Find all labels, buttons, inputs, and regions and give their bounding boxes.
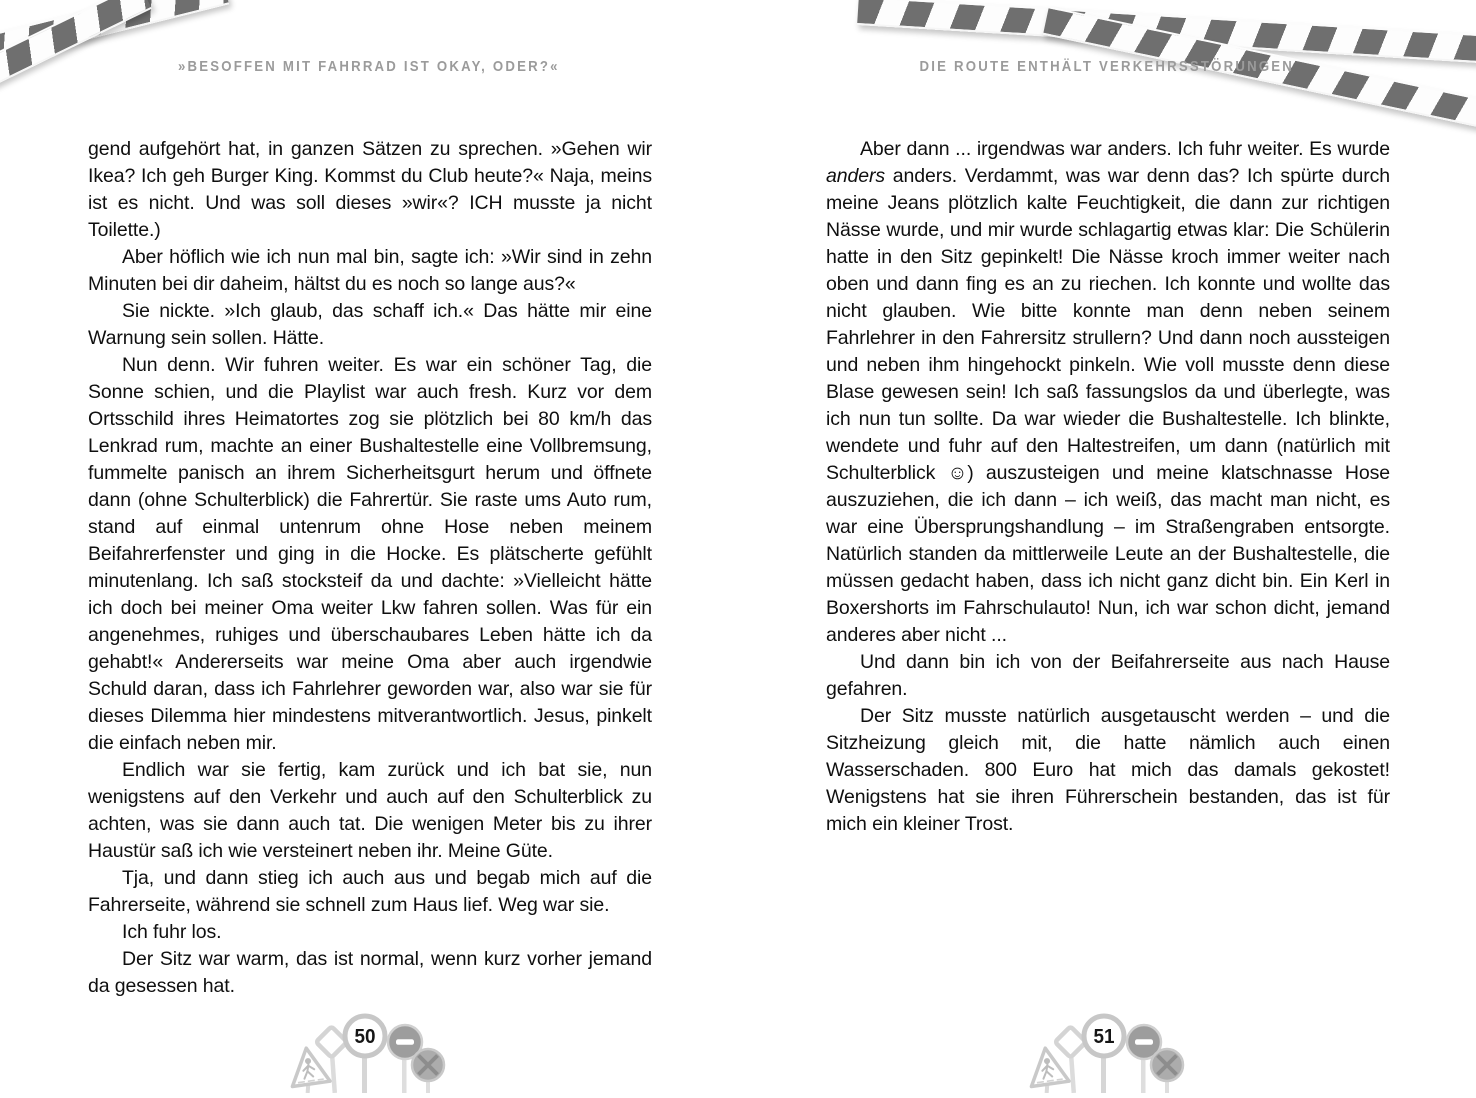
paragraph: Aber höflich wie ich nun mal bin, sagte ich: »Wir sind in zehn Minuten bei dir daheim, hältst du es noch so lange aus?« <box>88 246 652 295</box>
sign-pole <box>1141 1056 1146 1093</box>
paragraph: Und dann bin ich von der Beifahrerseite aus nach Hause gefahren. <box>826 651 1390 700</box>
paragraph: Tja, und dann stieg ich auch aus und begab mich auf die Fahrerseite, während sie schnell zum Haus lief. Weg war sie. <box>88 867 652 916</box>
sign-pole <box>402 1056 407 1093</box>
paragraph-run: Aber dann ... irgendwas war anders. Ich fuhr weiter. Es wurde <box>860 138 1390 160</box>
paragraph-run: anders. Verdammt, was war denn das? Ich spürte durch meine Jeans plötzlich kalte Feuchtigkeit, die dann zur richtigen Nässe wurde, und mir wurde schlagartig etwas klar: Die Schülerin hatte in den Sitz gepinkelt! Die Nässe kroch immer weiter nach oben und dann fing es an zu riechen. Ich konnte und wollte das nicht glauben. Wie bitte konnte man denn neben seinem Fahrlehrer in den Fahrersitz strullern? Und dann noch aussteigen und neben ihm hingehockt pinkeln. Wie voll musste denn diese Blase gewesen sein! Ich saß fassungslos da und überlegte, was ich nun tun sollte. Da war wieder die Bushaltestelle. Ich blinkte, wendete und fuhr auf den Haltestreifen, um dann (natürlich mit Schulterblick ☺) auszusteigen und meine klatschnasse Hose auszuziehen, die ich dann – ich weiß, das macht man nicht, es war eine Übersprungshandlung – im Straßengraben entsorgte. Natürlich standen da mittlerweile Leute an der Bushaltestelle, die müssen gedacht haben, dass ich nicht ganz dicht bin. Ein Kerl in Boxershorts im Fahrschulauto! Nun, ich war schon dicht, jemand anderes aber nicht ... <box>826 165 1390 646</box>
priority-road-sign-icon <box>316 1026 347 1057</box>
paragraph: Der Sitz war warm, das ist normal, wenn kurz vorher jemand da gesessen hat. <box>88 948 652 997</box>
right-page-text-column <box>826 136 1390 838</box>
page-number: 51 <box>1093 1026 1115 1048</box>
priority-road-sign-icon <box>1055 1026 1086 1057</box>
no-stopping-sign-icon <box>412 1049 444 1081</box>
left-running-head <box>0 58 738 75</box>
traffic-signs-icon <box>278 998 453 1093</box>
paragraph: gend aufgehört hat, in ganzen Sätzen zu sprechen. »Gehen wir Ikea? Ich geh Burger King. Kommst du Club heute?« Naja, meins ist es nicht. Und was soll dieses »wir«? ICH musste ja nicht Toilette.) <box>88 138 652 241</box>
traffic-signs-icon <box>1017 998 1192 1093</box>
page-number: 50 <box>354 1026 376 1048</box>
paragraph: Der Sitz musste natürlich ausgetauscht werden – und die Sitzheizung gleich mit, die hatte nämlich auch einen Wasserschaden. 800 Euro hat mich das damals gekostet! Wenigstens hat sie ihren Führerschein bestanden, das ist für mich ein kleiner Trost. <box>826 705 1390 835</box>
no-stopping-sign-icon <box>1151 1049 1183 1081</box>
traffic-signs-footer <box>278 998 453 1093</box>
paragraph: Ich fuhr los. <box>122 921 222 943</box>
sign-pole <box>1101 1054 1106 1093</box>
paragraph: Nun denn. Wir fuhren weiter. Es war ein schöner Tag, die Sonne schien, und die Playlist war auch fresh. Kurz vor dem Ortsschild ihres Heimatortes zog sie plötzlich bei 80 km/h das Lenkrad rum, machte an einer Bushaltestelle eine Vollbremsung, fummelte panisch an ihrem Sicherheitsgurt herum und öffnete dann (ohne Schulterblick) die Fahrertür. Sie raste ums Auto rum, stand auf einmal untenrum ohne Hose neben meinem Beifahrerfenster und ging in die Hocke. Es plätscherte gefühlt minutenlang. Ich saß stocksteif da und dachte: »Vielleicht hätte ich doch bei meiner Oma weiter Lkw fahren sollen. Was für ein angenehmes, ruhiges und überschaubares Leben hätte ich da gehabt!« Andererseits war meine Oma aber auch irgendwie Schuld daran, dass ich Fahrlehrer geworden war, also war sie für dieses Dilemma hier mindestens mitverantwortlich. Jesus, pinkelt die einfach neben mir. <box>88 354 652 754</box>
right-running-head <box>738 58 1476 75</box>
paragraph <box>826 136 1390 649</box>
paragraph: Endlich war sie fertig, kam zurück und ich bat sie, nun wenigstens auf den Verkehr und auch auf den Schulterblick zu achten, was sie dann auch tat. Die wenigen Meter bis zu ihrer Haustür saß ich wie versteinert neben ihr. Meine Güte. <box>88 759 652 862</box>
left-page-text-column <box>88 136 652 1000</box>
traffic-signs-footer <box>1017 998 1192 1093</box>
sign-pole <box>362 1054 367 1093</box>
paragraph: Sie nickte. »Ich glaub, das schaff ich.« Das hätte mir eine Warnung sein sollen. Hätte. <box>88 300 652 349</box>
right-running-head-text: DIE ROUTE ENTHÄLT VERKEHRSSTÖRUNGEN <box>919 58 1295 75</box>
left-running-head-text: »BESOFFEN MIT FAHRRAD IST OKAY, ODER?« <box>178 58 560 75</box>
paragraph-run-italic: anders <box>826 165 886 187</box>
